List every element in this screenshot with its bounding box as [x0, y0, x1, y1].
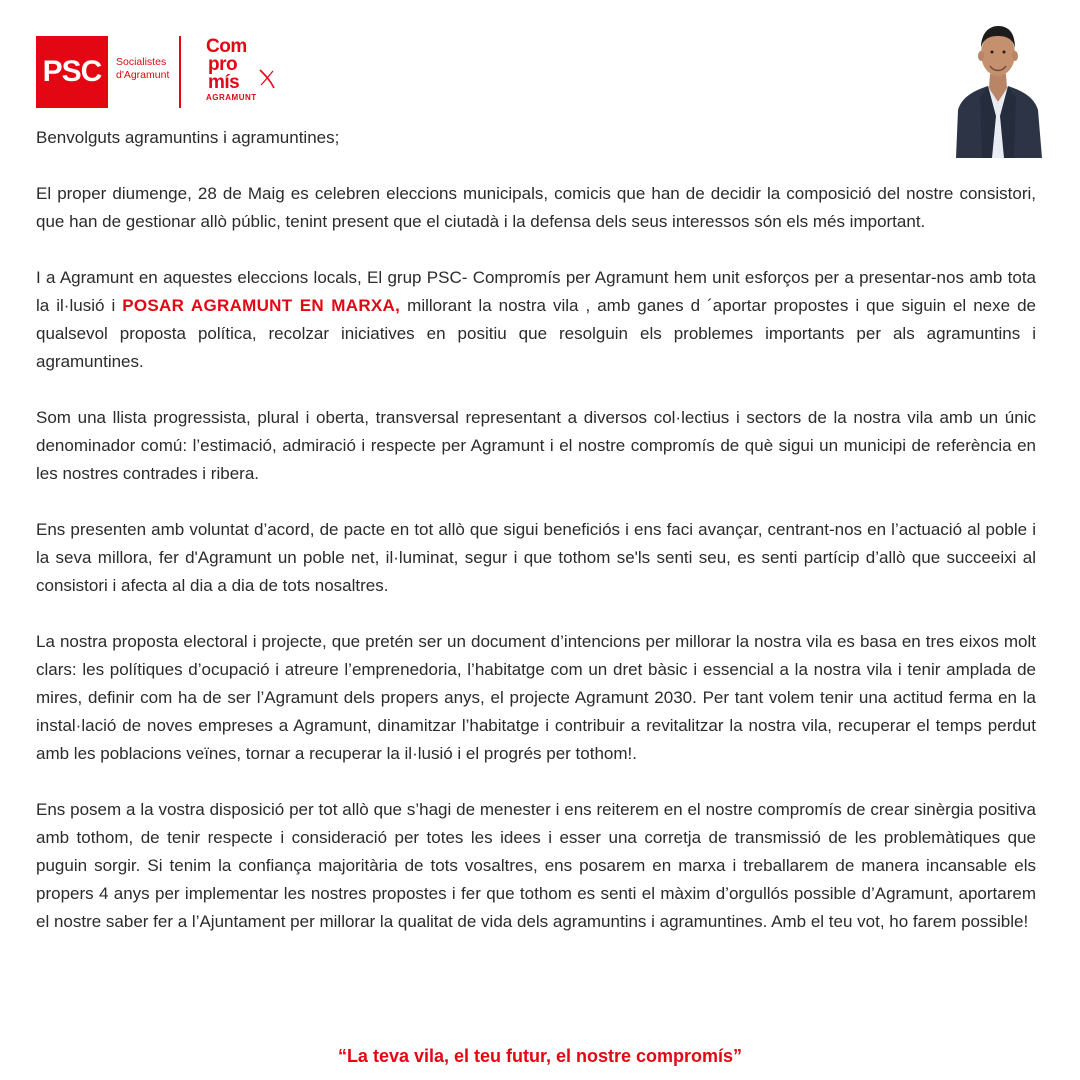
psc-subtitle-line1: Socialistes: [116, 56, 167, 68]
letter-paragraph-6: Ens posem a la vostra disposició per tot allò que s’hagi de menester i ens reiterem en el nostre compromís de crear sinèrgia positiva amb tothom, de tenir respecte i consideració per totes les idees i esser una corretja de transmissió de les problemàtiques que puguin sorgir. Si tenim la confiança majoritària de tots vosaltres, ens posarem en marxa i treballarem de manera incansable els propers 4 anys per implementar les nostres propostes i fer que tothom es senti el màxim d’orgullós possible d’Agramunt, aportarem el nostre saber fer a l’Ajuntament per millorar la qualitat de vida dels agramuntins i agramuntines. Amb el teu vot, ho farem possible!: [36, 800, 1036, 931]
header-logos: [36, 36, 296, 108]
psc-subtitle: [116, 56, 169, 82]
letter-paragraph-4: Ens presenten amb voluntat d’acord, de pacte en tot allò que sigui beneficiós i ens faci avançar, centrant-nos en l’actuació al poble i la seva millora, fer d'Agramunt un poble net, il·luminat, segur i que tothom se'ls senti seu, es senti partícip d’allò que succeeixi al consistori i afecta al dia a dia de tots nosaltres.: [36, 520, 1036, 595]
highlight-posar-agramunt: POSAR AGRAMUNT EN MARXA,: [122, 296, 401, 315]
letter-paragraph-2: [36, 264, 1036, 376]
compromis-swoosh-icon: [258, 68, 276, 90]
compromis-town: AGRAMUNT: [206, 93, 257, 102]
psc-subtitle-line2: d'Agramunt: [116, 69, 170, 81]
paragraph-2-text-after: millorant la nostra vila , amb ganes d ´aportar propostes i que siguin el nexe de qualsevol proposta política, recolzar iniciatives en positiu que resolguin els problemes importants per als agramuntins i agramuntines.: [36, 296, 1037, 371]
compromis-line2: pro: [208, 54, 238, 75]
letter-body: [36, 124, 1036, 964]
logo-divider: [179, 36, 181, 108]
paragraph-2-text-before: I a Agramunt en aquestes eleccions locals, El grup PSC- Compromís per Agramunt hem unit esforços per a presentar-nos amb tota la il·lusió i: [36, 268, 1036, 315]
letter-paragraph-1: El proper diumenge, 28 de Maig es celebren eleccions municipals, comicis que han de decidir la composició del nostre consistori, que han de gestionar allò públic, tenint present que el ciutadà i la defensa dels seus interessos són els més important.: [36, 184, 1036, 231]
letter-greeting: Benvolguts agramuntins i agramuntines;: [36, 128, 340, 147]
compromis-logo: [206, 38, 257, 103]
compromis-line1: Com: [206, 36, 247, 57]
campaign-slogan: “La teva vila, el teu futur, el nostre compromís”: [337, 1046, 743, 1066]
compromis-line3: mís: [208, 72, 240, 93]
psc-logo: PSC: [36, 36, 108, 108]
letter-paragraph-5: La nostra proposta electoral i projecte, que pretén ser un document d’intencions per millorar la nostra vila es basa en tres eixos molt clars: les polítiques d’ocupació i atreure l’emprenedoria, l’habitatge com un dret bàsic i essencial a la nostra vila i tenir amplada de mires, definir com ha de ser l’Agramunt dels propers anys, el projecte Agramunt 2030. Per tant volem tenir una actitud ferma en la instal·lació de noves empreses a Agramunt, dinamitzar l’habitatge i contribuir a revitalitzar la nostra vila, recuperar el temps perdut amb les poblacions veïnes, tornar a recuperar la il·lusió i el progrés per tothom!.: [36, 632, 1036, 763]
letter-paragraph-3: Som una llista progressista, plural i oberta, transversal representant a diversos col·lectius i sectors de la nostra vila amb un únic denominador comú: l’estimació, admiració i respecte per Agramunt i el nostre compromís de què sigui un municipi de referència en les nostres contrades i ribera.: [36, 408, 1036, 483]
